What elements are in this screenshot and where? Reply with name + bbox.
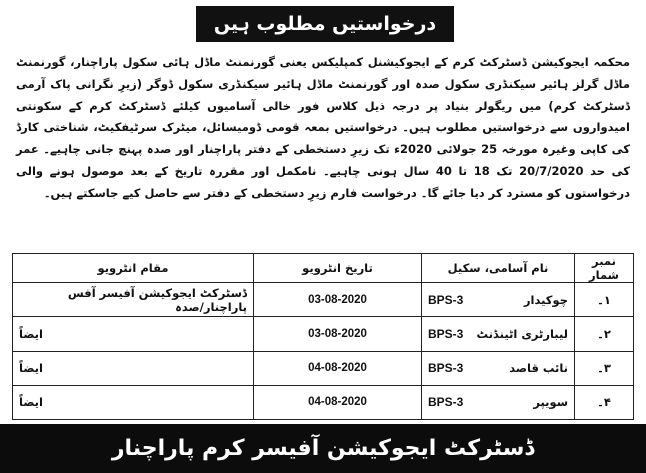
table-row [13,351,634,385]
ditto-mark: ایضاً [19,395,43,410]
ditto-mark: ایضاً [19,326,43,341]
post-scale: BPS-3 [428,292,464,307]
jobs-table [12,253,634,420]
post-scale: BPS-3 [428,326,464,341]
row-post [422,385,575,419]
header-number: نمبر شمار [575,254,634,283]
ditto-mark: ایضاً [19,361,43,376]
table-header-row [13,254,634,283]
body-paragraph: محکمہ ایجوکیشن ڈسٹرکٹ کرم کے ایجوکیشنل کمپلیکس یعنی گورنمنٹ ماڈل ہائی سکول پاراچنار، گورنمنٹ ماڈل گرلز ہائیر سیکنڈری سکول صدہ اور گورنمنٹ ماڈل ہائیر سیکنڈری سکول ڈوگر (زیرِ نگرانی پاک آرمی ڈسٹرکٹ کرم) میں ریگولر بنیاد پر درجہ ذیل کلاس فور خالی آسامیوں کیلئے ڈسٹرکٹ کرم کے سکونتی امیدواروں سے درخواستیں مطلوب ہیں۔ درخواستیں بمعہ قومی ڈومیسائل، میٹرک سرٹیفکیٹ، شناختی کارڈ کی کاپی وغیرہ مورخہ 25 جولائی 2020ء تک زیرِ دستخطی کے دفتر پاراچنار اور صدہ پہنچ جانی چاہیے۔ عمر کی حد 20/7/2020 تک 18 تا 40 سال ہونی چاہیے۔ نامکمل اور مقررہ تاریخ کے بعد موصول ہونے والی درخواستوں کو مسترد کر دیا جائے گا۔ درخواست فارم زیرِ دستخطی کے دفتر سے حاصل کیے جاسکتے ہیں۔ [16,55,630,200]
row-number: ۴۔ [575,385,634,419]
table-row [13,283,634,317]
row-place [13,317,254,351]
post-name: نائب قاصد [509,361,568,376]
row-date: 04-08-2020 [254,385,422,419]
row-date: 03-08-2020 [254,317,422,351]
footer-authority: ڈسٹرکٹ ایجوکیشن آفیسر کرم پاراچنار [0,424,646,473]
row-number: ۲۔ [575,317,634,351]
post-scale: BPS-3 [428,395,464,410]
row-place [13,351,254,385]
row-date: 03-08-2020 [254,283,422,317]
table-row [13,385,634,419]
post-scale: BPS-3 [428,361,464,376]
table-row [13,317,634,351]
header-post: نام آسامی، سکیل [422,254,575,283]
page-title: درخواستیں مطلوب ہیں [196,6,454,42]
post-name: لیبارٹری اٹینڈنٹ [476,326,568,341]
post-name: سویپر [533,395,568,410]
post-name: چوکیدار [523,292,568,307]
row-post [422,351,575,385]
header-place: مقام انٹرویو [13,254,254,283]
row-date: 04-08-2020 [254,351,422,385]
row-number: ۱۔ [575,283,634,317]
row-number: ۳۔ [575,351,634,385]
row-post [422,317,575,351]
row-post [422,283,575,317]
header-date: تاریخ انٹرویو [254,254,422,283]
row-place: ڈسٹرکٹ ایجوکیشن آفیسر آفس پاراچنار/صدہ [13,283,254,317]
row-place [13,385,254,419]
